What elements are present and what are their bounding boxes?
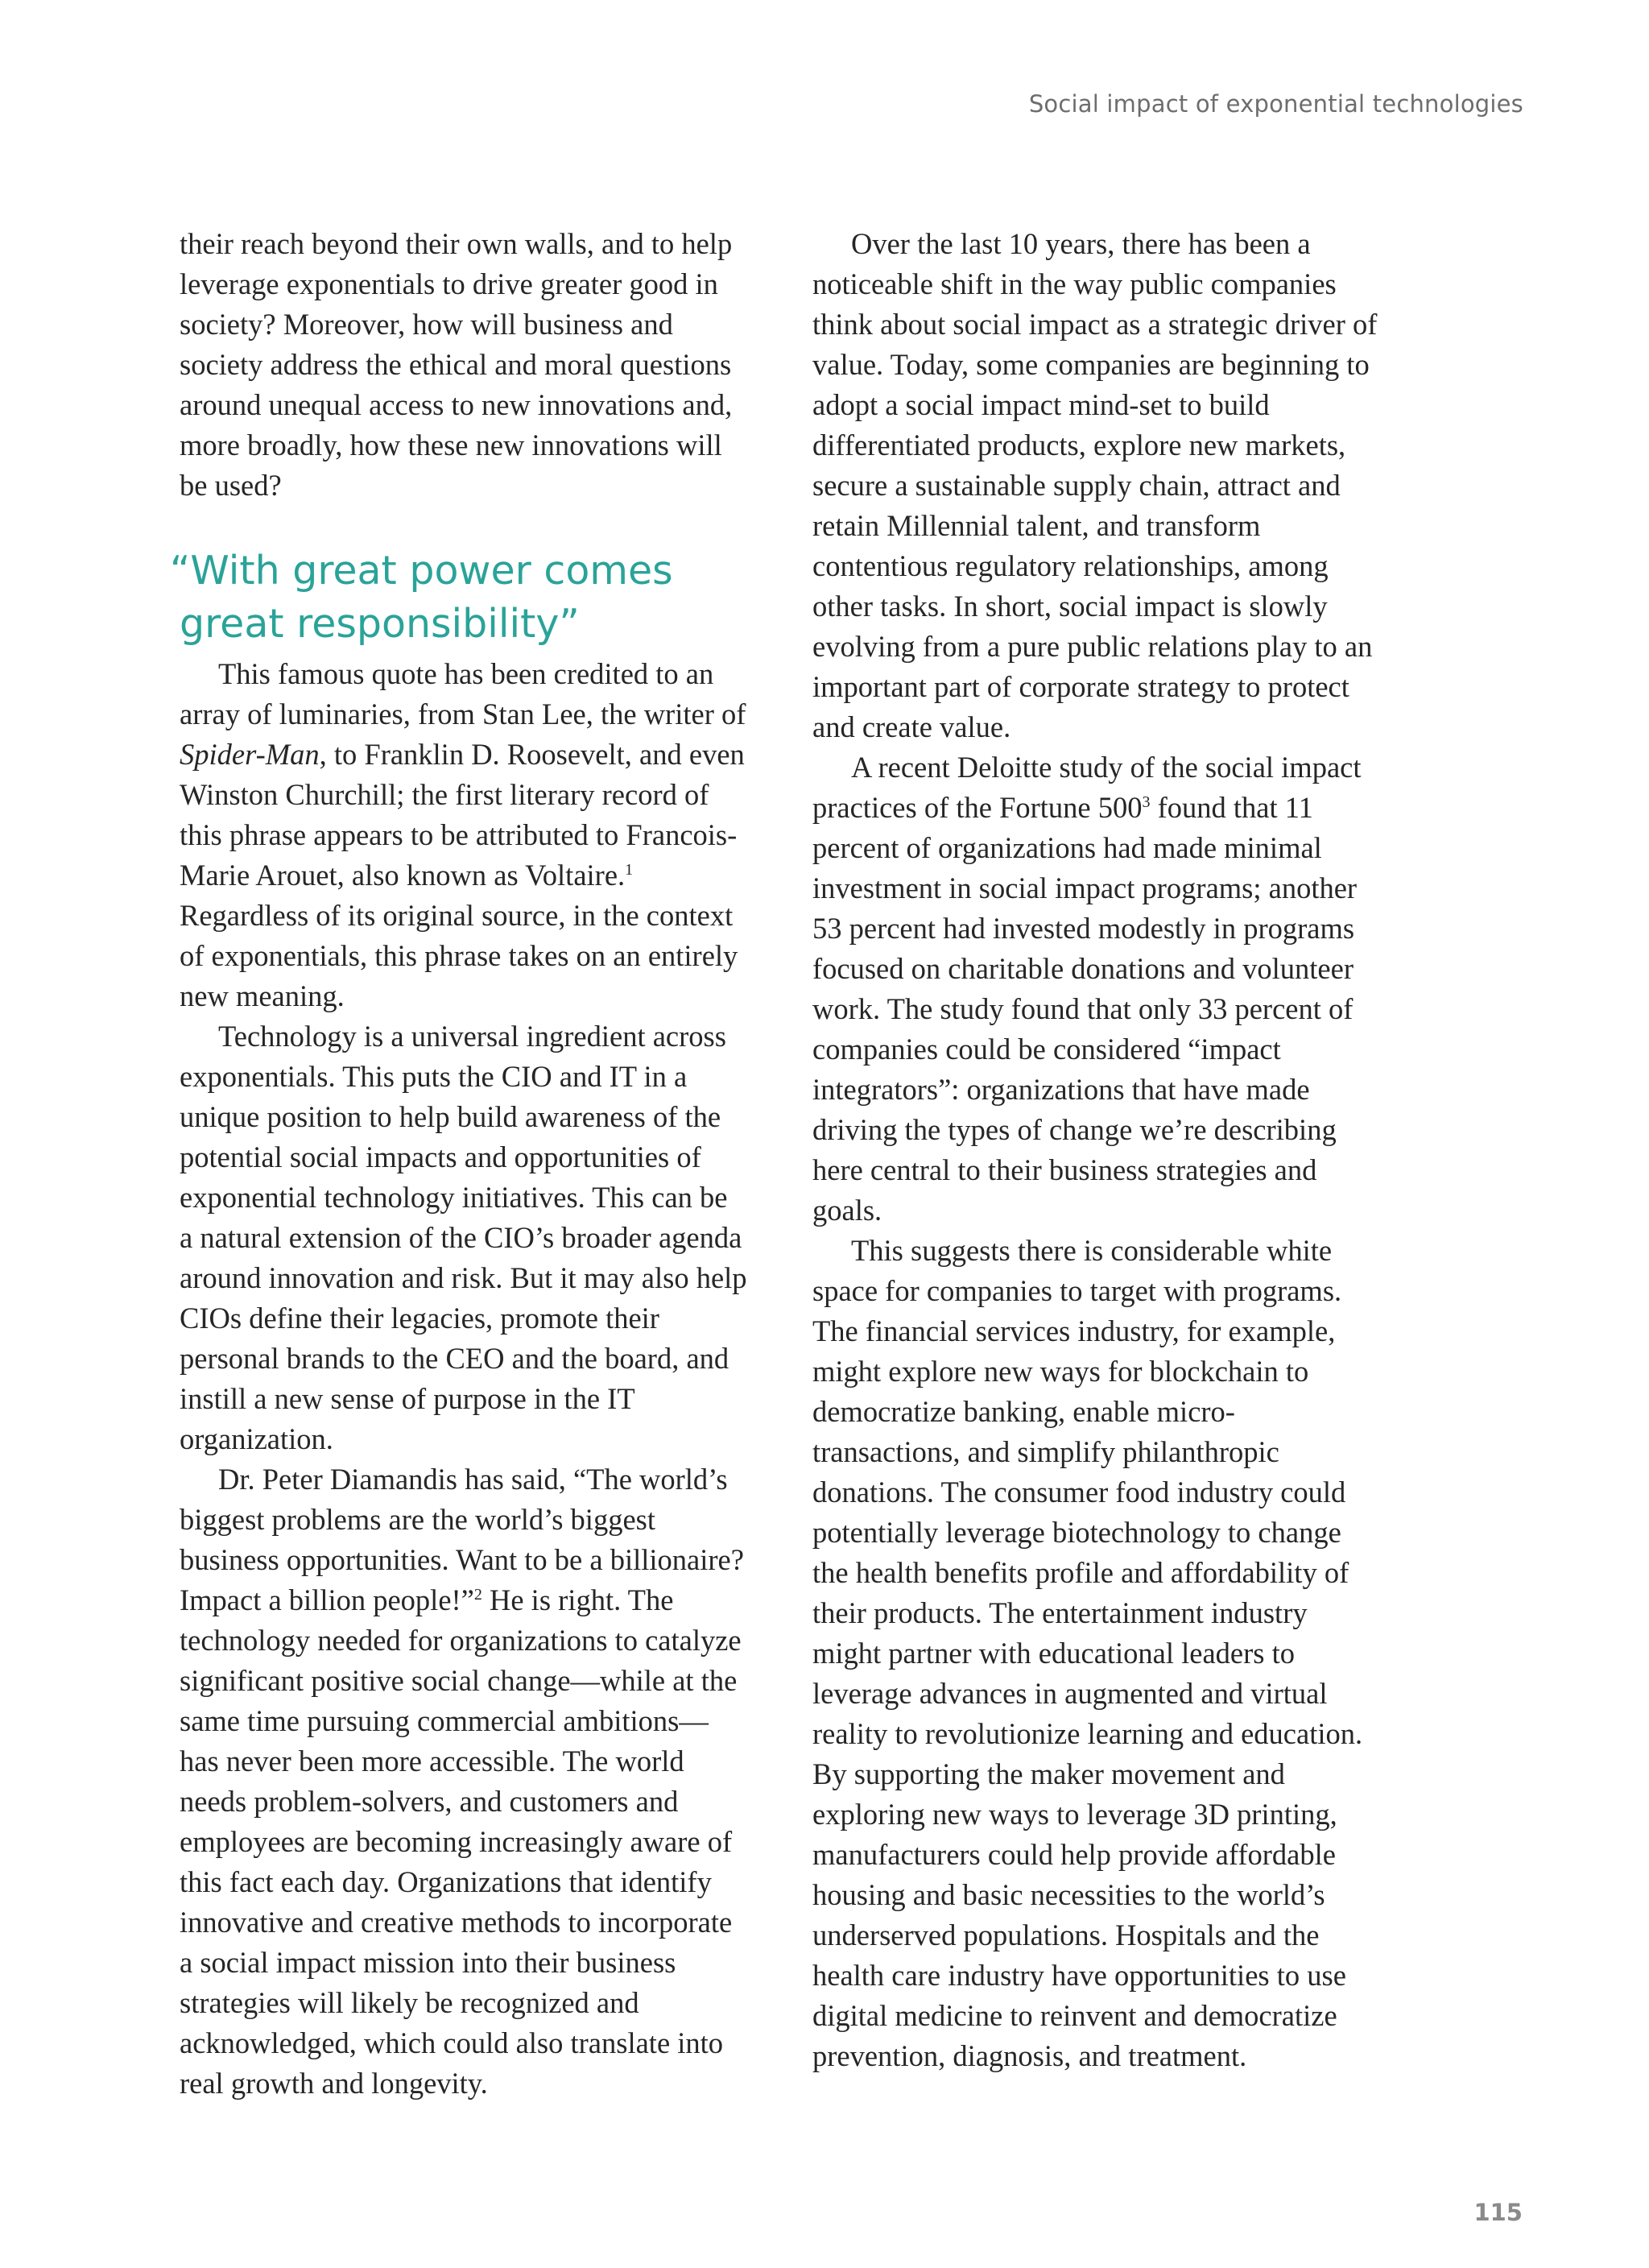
right-column [812,224,1380,2076]
section-heading [170,544,747,651]
intro-paragraph: their reach beyond their own walls, and to help leverage exponentials to drive greater good in society? Moreover, how will business and society address the ethical and moral questions around unequal access to new innovations and, more broadly, how these new innovations will be used? [180,227,733,502]
quote-origin-paragraph [180,654,747,1016]
diamandis-paragraph [180,1459,747,2104]
footnote-ref-1[interactable]: 1 [625,860,634,879]
section-heading-line2: great responsibility” [180,601,580,647]
footnote-ref-3[interactable]: 3 [1142,793,1151,811]
paragraph-text: He is right. The technology needed for organizations to catalyze significant positive social change—while at the same time pursuing commercial ambitions—has never been more accessible. The world needs problem-solvers, and customers and employees are becoming increasingly aware of this fact each day. Organizations that identify innovative and creative methods to incorporate a social impact mission into their business strategies will likely be recognized and acknowledged, which could also translate into real growth and longevity. [180,1583,742,2100]
italic-title: Spider-Man [180,738,320,771]
technology-paragraph: Technology is a universal ingredient across exponentials. This puts the CIO and IT in a unique position to help build awareness of the potential social impacts and opportunities of exponential technology initiatives. This can be a natural extension of the CIO’s broader agenda around innovation and risk. But it may also help CIOs define their legacies, promote their personal brands to the CEO and the board, and instill a new sense of purpose in the IT organization. [180,1020,747,1455]
paragraph-text: This famous quote has been credited to an array of luminaries, from Stan Lee, the writer of [180,657,746,730]
shift-paragraph: Over the last 10 years, there has been a noticeable shift in the way public companies think about social impact as a strategic driver of value. Today, some companies are beginning to adopt a social impact mind-set to build differentiated products, explore new markets, secure a sustainable supply chain, attract and retain Millennial talent, and transform contentious regulatory relationships, among other tasks. In short, social impact is slowly evolving from a pure public relations play to an important part of corporate strategy to protect and create value. [812,227,1378,743]
paragraph-text: , to Franklin D. Roosevelt, and even Winston Churchill; the first literary record of this phrase appears to be attributed to Francois-Marie Arouet, also known as Voltaire. [180,738,745,892]
running-header-title: Social impact of exponential technologies [1028,90,1523,118]
section-heading-line1: “With great power comes [170,548,673,594]
footnote-ref-2[interactable]: 2 [473,1585,482,1604]
deloitte-study-paragraph [812,747,1380,1231]
page-number: 115 [1473,2199,1523,2226]
paragraph-text: found that 11 percent of organizations had made minimal investment in social impact programs; another 53 percent had invested modestly in programs focused on charitable donations and volunteer work. The study found that only 33 percent of companies could be considered “impact integrators”: organizations that have made driving the types of change we’re describing here central to their business strategies and goals. [812,791,1358,1227]
paragraph-text: Dr. Peter Diamandis has said, “The world’s biggest problems are the world’s biggest business opportunities. Want to be a billionaire? Impact a billion people!” [180,1463,744,1616]
paragraph-text: A recent Deloitte study of the social impact practices of the Fortune 500 [812,751,1362,824]
paragraph-text: Regardless of its original source, in the context of exponentials, this phrase takes on an entirely new meaning. [180,899,738,1012]
white-space-paragraph: This suggests there is considerable white space for companies to target with programs. The financial services industry, for example, might explore new ways for blockchain to democratize banking, enable micro-transactions, and simplify philanthropic donations. The consumer food industry could potentially leverage biotechnology to change the health benefits profile and affordability of their products. The entertainment industry might partner with educational leaders to leverage advances in augmented and virtual reality to revolutionize learning and education. By supporting the maker movement and exploring new ways to leverage 3D printing, manufacturers could help provide affordable housing and basic necessities to the world’s underserved populations. Hospitals and the health care industry have opportunities to use digital medicine to reinvent and democratize prevention, diagnosis, and treatment. [812,1234,1363,2072]
left-column [170,224,747,2104]
